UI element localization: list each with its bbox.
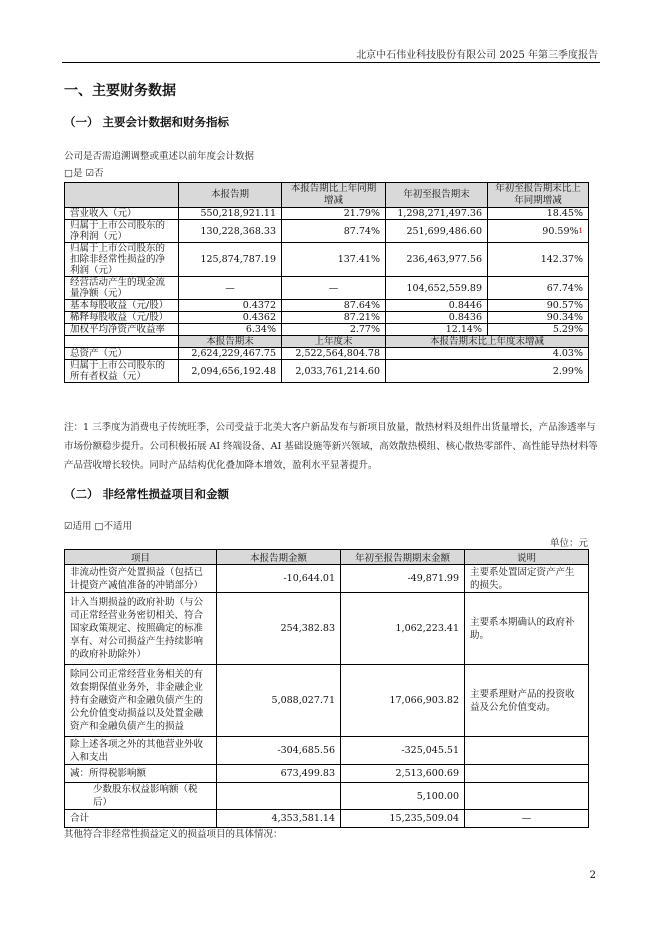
table-row xyxy=(65,300,589,312)
cell-value: 17,066,903.82 xyxy=(341,665,465,737)
table-subheader-row xyxy=(65,336,589,348)
subsection-title: （二） 非经常性损益项目和金额 xyxy=(64,487,230,501)
cell-value: 2,624,229,467.75 xyxy=(179,348,282,360)
header-cell: 本报告期金额 xyxy=(217,550,341,565)
row-label: 除上述各项之外的其他营业外收入和支出 xyxy=(65,737,217,765)
cell-note xyxy=(465,737,589,765)
header-cell: 本报告期末比上年度末增减 xyxy=(386,336,589,348)
cell-value: 130,228,368.33 xyxy=(179,220,282,243)
cell-value: 125,874,787.19 xyxy=(179,243,282,277)
cell-value: 90.34% xyxy=(488,312,589,324)
table-row xyxy=(65,360,589,383)
row-label: 经营活动产生的现金流量净额（元） xyxy=(65,277,179,300)
row-label: 合计 xyxy=(65,810,217,828)
cell-value: 87.21% xyxy=(282,312,386,324)
cell-value: 142.37% xyxy=(488,243,589,277)
cell-value: 2,033,761,214.60 xyxy=(282,360,386,383)
table-row xyxy=(65,220,589,243)
cell-value: 1,298,271,497.36 xyxy=(386,208,488,220)
cell-value: 550,218,921.11 xyxy=(179,208,282,220)
cell-value xyxy=(217,783,341,810)
table-row xyxy=(65,565,589,593)
table-header-row xyxy=(65,183,589,208)
table-total-row xyxy=(65,810,589,828)
cell-note: — xyxy=(465,810,589,828)
cell-value: 15,235,509.04 xyxy=(341,810,465,828)
cell-value: 5.29% xyxy=(488,324,589,336)
cell-value: 2.77% xyxy=(282,324,386,336)
cell-value: — xyxy=(282,277,386,300)
header-cell: 本报告期末 xyxy=(179,336,282,348)
row-label: 基本每股收益（元/股） xyxy=(65,300,179,312)
row-label: 少数股东权益影响额（税后） xyxy=(65,783,217,810)
cell-value: 2,522,564,804.78 xyxy=(282,348,386,360)
cell-value: -49,871.99 xyxy=(341,565,465,593)
row-label: 除同公司正常经营业务相关的有效套期保值业务外，非金融企业持有金融资产和金融负债产生的公允价值变动损益以及处置金融资产和金融负债产生的损益 xyxy=(65,665,217,737)
applicable-options: ☑适用 □不适用 xyxy=(64,521,133,532)
table-row xyxy=(65,737,589,765)
table-row xyxy=(65,765,589,783)
cell-value: -10,644.01 xyxy=(217,565,341,593)
cell-value: 2.99% xyxy=(386,360,589,383)
cell-value: -325,045.51 xyxy=(341,737,465,765)
row-label: 计入当期损益的政府补助（与公司正常经营业务密切相关、符合国家政策规定、按照确定的标准享有、对公司损益产生持续影响的政府补助除外） xyxy=(65,593,217,665)
key-financial-table xyxy=(64,182,589,383)
table-row xyxy=(65,312,589,324)
table-header-row xyxy=(65,550,589,565)
table-row xyxy=(65,277,589,300)
row-label: 归属于上市公司股东的净利润（元） xyxy=(65,220,179,243)
cell-note: 主要系理财产品的投资收益及公允价值变动。 xyxy=(465,665,589,737)
table-note: 注：1 三季度为消费电子传统旺季，公司受益于北美大客户新品发布与新项目放量，散热材料及组件出货量增长，产品渗透率与市场份额稳步提升。公司积极拓展 AI 终端设备、AI 基础设施等新兴领域，高效散热模组、核心散热零部件、高性能导热材料等产品营收增长较快。同时产品结构优化叠加降本增效，盈利水平显著提升。 xyxy=(64,422,598,471)
header-cell: 年初至报告期末 xyxy=(386,183,488,208)
cell-value: 90.57% xyxy=(488,300,589,312)
cell-value: 21.79% xyxy=(282,208,386,220)
row-label: 减：所得税影响额 xyxy=(65,765,217,783)
header-cell xyxy=(65,183,179,208)
cell-value: 4,353,581.14 xyxy=(217,810,341,828)
cell-value: 0.8436 xyxy=(386,312,488,324)
cell-value: 87.64% xyxy=(282,300,386,312)
cell-note xyxy=(465,783,589,810)
cell-value-text: 90.59% xyxy=(542,225,579,237)
cell-value: 6.34% xyxy=(179,324,282,336)
row-label: 总资产（元） xyxy=(65,348,179,360)
cell-value: 251,699,486.60 xyxy=(386,220,488,243)
cell-value: 0.4362 xyxy=(179,312,282,324)
cell-value: 1,062,223.41 xyxy=(341,593,465,665)
table-row xyxy=(65,783,589,810)
unit-label: 单位：元 xyxy=(549,538,588,549)
row-label: 非流动性资产处置损益（包括已计提资产减值准备的冲销部分） xyxy=(65,565,217,593)
cell-note: 主要系本期确认的政府补助。 xyxy=(465,593,589,665)
cell-note xyxy=(465,765,589,783)
header-cell: 本报告期 xyxy=(179,183,282,208)
cell-value: 4.03% xyxy=(386,348,589,360)
cell-value: 0.4372 xyxy=(179,300,282,312)
section-title: 一、主要财务数据 xyxy=(64,83,176,99)
table-row xyxy=(65,593,589,665)
cell-note: 主要系处置固定资产产生的损失。 xyxy=(465,565,589,593)
row-label: 归属于上市公司股东的所有者权益（元） xyxy=(65,360,179,383)
row-label: 稀释每股收益（元/股） xyxy=(65,312,179,324)
table-row xyxy=(65,243,589,277)
restate-question: 公司是否需追溯调整或重述以前年度会计数据 xyxy=(64,151,255,162)
cell-value: 12.14% xyxy=(386,324,488,336)
row-label: 加权平均净资产收益率 xyxy=(65,324,179,336)
header-cell: 本报告期比上年同期增减 xyxy=(282,183,386,208)
cell-value: 137.41% xyxy=(282,243,386,277)
report-header: 北京中石伟业科技股份有限公司 2025 年第三季度报告 xyxy=(356,50,598,61)
table-row xyxy=(65,208,589,220)
row-label: 归属于上市公司股东的扣除非经常性损益的净利润（元） xyxy=(65,243,179,277)
header-cell: 上年度末 xyxy=(282,336,386,348)
cell-value: 254,382.83 xyxy=(217,593,341,665)
cell-value: 673,499.83 xyxy=(217,765,341,783)
cell-value: 0.8446 xyxy=(386,300,488,312)
cell-value xyxy=(488,220,589,243)
table-row xyxy=(65,665,589,737)
cell-value: -304,685.56 xyxy=(217,737,341,765)
header-cell: 项目 xyxy=(65,550,217,565)
footnote-mark: 1 xyxy=(578,226,583,235)
cell-value: 5,100.00 xyxy=(341,783,465,810)
cell-value: — xyxy=(179,277,282,300)
other-note: 其他符合非经常性损益定义的损益项目的具体情况： xyxy=(64,829,283,840)
table-row xyxy=(65,348,589,360)
cell-value: 87.74% xyxy=(282,220,386,243)
cell-value: 5,088,027.71 xyxy=(217,665,341,737)
page-number: 2 xyxy=(589,870,596,881)
cell-value: 2,513,600.69 xyxy=(341,765,465,783)
table-row xyxy=(65,324,589,336)
header-cell: 年初至报告期末比上年同期增减 xyxy=(488,183,589,208)
row-label: 营业收入（元） xyxy=(65,208,179,220)
cell-value: 236,463,977.56 xyxy=(386,243,488,277)
header-cell: 年初至报告期期末金额 xyxy=(341,550,465,565)
header-cell: 说明 xyxy=(465,550,589,565)
restate-options: □是 ☑否 xyxy=(64,168,104,179)
header-divider xyxy=(62,62,600,63)
empty-cell xyxy=(65,336,179,348)
cell-value: 2,094,656,192.48 xyxy=(179,360,282,383)
non-recurring-table xyxy=(64,549,589,828)
cell-value: 18.45% xyxy=(488,208,589,220)
cell-value: 67.74% xyxy=(488,277,589,300)
cell-value: 104,652,559.89 xyxy=(386,277,488,300)
subsection-title: （一） 主要会计数据和财务指标 xyxy=(64,115,230,129)
